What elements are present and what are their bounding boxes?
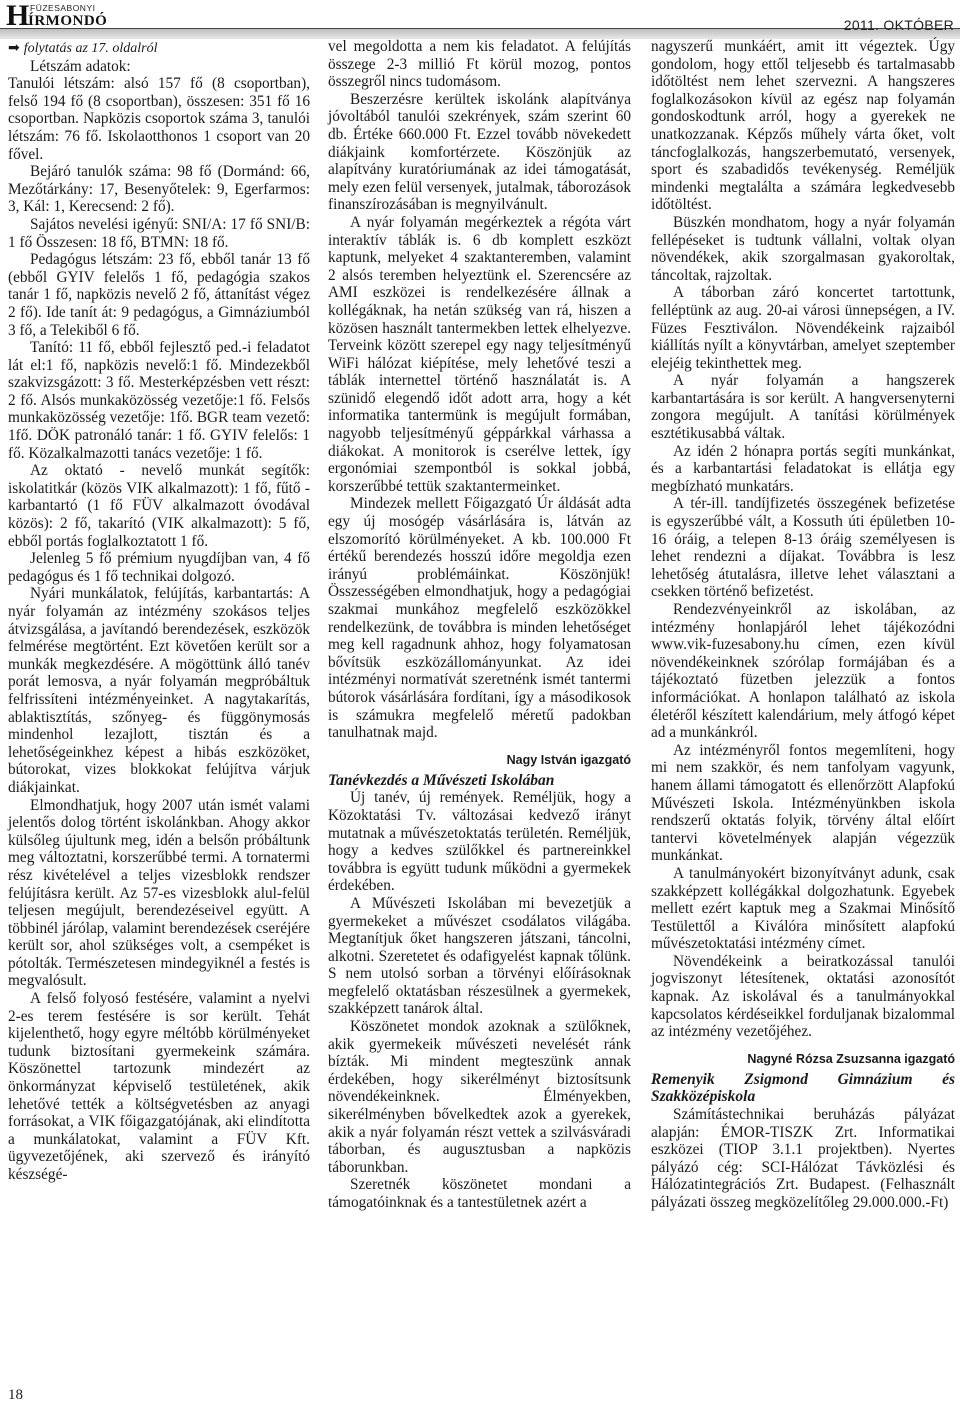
continuation-note — [8, 40, 310, 58]
article-column-1 — [8, 40, 310, 1184]
paragraph: A Művészeti Iskolában mi bevezetjük a gyermekeket a művészet csodálatos világába. Megtanítjuk őket hangszeren játszani, táncolni, alkotni. Szeretetet és odafigyelést kapnak tőlünk. S nem utolsó sorban a törvényi előírásoknak megfelelő oktatásban részesülnek a gyermekek, szakképzett tanárok által. — [328, 894, 631, 1018]
paragraph: Nyári munkálatok, felújítás, karbantartás: A nyár folyamán az intézmény szokásos teljes átvizsgálása, a javítandó berendezések, eszközök felmérése megtörtént. Ezt követően került sor a munkák megkezdésére. A mögöttünk álló tanév porát lemosva, a nyár folyamán megpróbáltuk felfrissíteni intézményeinket. A nagytakarítás, ablaktisztítás, szőnyeg- és függönymosás mindenhol lezajlott, tisztán és a lehetőségeinkhez képest a hibás eszközöket, bútorokat, vizes blokkokat felújítva várjuk diákjainkat. — [8, 585, 310, 796]
paragraph: Köszönetet mondok azoknak a szülőknek, akik gyermekeik művészeti nevelését ránk bízták. Mi mindent megteszünk annak érdekében, hogy sikerélményt biztosítsunk növendékeinknek. Élményekben, sikerélményben bővelkedtek azok a gyerekek, akik a nyár folyamán részt vettek a szilvásváradi táborban, és augusztusban a napközis táborunkban. — [328, 1018, 631, 1176]
paragraph: Az intézményről fontos megemlíteni, hogy mi nem szakkör, és nem tanfolyam vagyunk, hanem állami támogatott és ellenőrzött Alapfokú Művészeti Iskola. Intézményünkben iskola rendszerű oktatás folyik, törvény által előírt tantervi követelmények alapján végezzük munkánkat. — [651, 741, 955, 865]
paragraph: A táborban záró koncertet tartottunk, felléptünk az aug. 20-ai városi ünnepségen, a IV. Füzes Fesztiválon. Növendékeink rajzaiból kiállítás nyílt a könyvtárban, amelyet szeptember elejéig tekinthettek meg. — [651, 284, 955, 372]
masthead-initial: H — [6, 0, 30, 32]
paragraph: nagyszerű munkáért, amit itt végeztek. Úgy gondolom, hogy ettől teljesebb és tartalmasabb időtöltést nem lehet szervezni. A hangszeres foglalkozásokon kívül az egész nap folyamán gondoskodtunk arról, hogy a gyerekek ne unatkozzanak. Képzős műhely várta őket, volt táncfoglalkozás, hangszerbemutató, versenyek, sport és szabadidős tevékenység. Reméljük mindenki megtalálta a számára legkedvesebb időtöltést. — [651, 38, 955, 214]
continuation-text: folytatás az 17. oldalról — [23, 41, 158, 56]
masthead-title: ÍRMONDÓ — [28, 13, 108, 29]
paragraph: vel megoldotta a nem kis feladatot. A felújítás összege 2-3 millió Ft körül mozog, pontos összegről nincs tudomásom. — [328, 38, 631, 91]
author-signature: Nagyné Rózsa Zsuzsanna igazgató — [747, 1051, 955, 1066]
masthead-top-text: FÜZESABONYI — [30, 3, 96, 13]
paragraph: Növendékeink a beiratkozással tanulói jogviszonyt létesítenek, oktatási azonosítót kapnak. Az iskolával és a tanulmányokkal kapcsolatos kérdéseikkel forduljanak bizalommal az intézmény vezetőjéhez. — [651, 952, 955, 1041]
paragraph: Rendezvényeinkről az iskolában, az intézmény honlapjáról lehet tájékozódni www.vik-fuzesabony.hu címen, ezen kívül növendékeinknek szórólap formájában és a tájékoztató füzetben jelezzük a fontos információkat. A honlapon található az iskola életéről készített kalendárium, mely átfogó képet ad a munkánkról. — [651, 601, 955, 742]
paragraph: Létszám adatok: — [30, 57, 131, 75]
masthead-logo — [4, 0, 108, 36]
paragraph: Bejáró tanulók száma: 98 fő (Dormánd: 66, Mezőtárkány: 17, Besenyőtelek: 9, Egerfarmos: 3, Kál: 1, Kerecsend: 2 fő). — [8, 163, 310, 216]
article-title: Tanévkezdés a Művészeti Iskolában — [328, 771, 555, 789]
paragraph: A tanulmányokért bizonyítványt adunk, csak szakképzett kollégákkal dolgozhatunk. Egyebek mellett ezért kaptuk meg a Szakmai Minősítő Testülettől a Kiválóra minősített alapfokú művészetoktatási intézmény címet. — [651, 864, 955, 953]
paragraph: Sajátos nevelési igényű: SNI/A: 17 fő SNI/B: 1 fő Összesen: 18 fő, BTMN: 18 fő. — [8, 215, 310, 251]
paragraph: Tanulói létszám: alsó 157 fő (8 csoportban), felső 194 fő (8 csoportban), összesen: 351 fő 16 csoportban. Napközis csoportok száma 3, tanulói létszám: 76 fő. Iskolaotthonos 1 csoport van 20 fővel. — [8, 75, 310, 163]
paragraph: A nyár folyamán a hangszerek karbantartására is sor került. A hangversenyterni zongora megújult. A tanítási körülmények esztétikusabbá váltak. — [651, 372, 955, 443]
paragraph: Beszerzésre kerültek iskolánk alapítványa jóvoltából tanulói szekrények, szám szerint 60 db. Értéke 660.000 Ft. Ezzel tovább növekedett diákjaink komfortérzete. Köszönjük az alapítvány kuratóriumának az idei támogatását, mely ezen felül versenyek, jutalmak, táborozások finanszírozásában is megnyilvánult. — [328, 90, 631, 214]
article-title: Remenyik Zsigmond Gimnázium és Szakközépiskola — [651, 1070, 955, 1106]
author-signature: Nagy István igazgató — [506, 752, 631, 767]
paragraph: Elmondhatjuk, hogy 2007 után ismét valami jelentős dolog történt iskolánkban. Ahogy akkor külsőleg újultunk meg, idén a belsőn próbáltunk meg változtatni, korszerűbbé termi. A tornatermi rész kivételével a teljes vizesblokk rendszer felújításra került. Az 57-es vizesblokk alul-felül teljesen megújult, berendezéseivel együtt. A többinél járólap, valamint berendezések cseréjére került sor, ahol szükséges volt, a csempéket is pótolták. Természetesen mindegyiknél a festés is megvalósult. — [8, 796, 310, 990]
page-number: 18 — [8, 1387, 23, 1403]
paragraph: A felső folyosó festésére, valamint a nyelvi 2-es terem festésére is sor került. Tehát kijelenthető, hogy egyre méltóbb körülményeket tudunk biztosítani gyermekeink számára. Köszönettel tartozunk mindezért az önkormányzat képviselő testületének, akik lehetővé tették a költségvetésben az anyagi forrásokat, a VIK főigazgatójának, aki elindította a munkálatokat, valamint a FÜV Kft. ügyvezetőjének, aki szervező és irányító készségé- — [8, 990, 310, 1183]
paragraph: A nyár folyamán megérkeztek a régóta várt interaktív táblák is. 6 db komplett eszközt kaptunk, melyeket 4 szaktanteremben, valamint 2 alsós teremben helyeztünk el. Szerencsére az AMI eszközei is rendelkezésére állnak a kollégáknak, ha netán szükség van rá, hiszen a közösen használt tantermekben lettek elhelyezve. Terveink között szerepel egy nagy teljesítményű WiFi hálózat kiépítése, mely lehetővé teszi a táblák internettel történő használatát is. A szünidő elegendő időt adott arra, hogy a két informatika tantermünk is megújult formában, nagyobb teljesítményű géppárkkal várhassa a diákokat. A monitorok is cserélve lettek, így ergonómiai szempontból is sokkal jobbá, korszerűbbé tettük szaktantermeinket. — [328, 213, 631, 495]
arrow-right-icon: ➡ — [8, 41, 20, 56]
paragraph: Tanító: 11 fő, ebből fejlesztő ped.-i feladatot lát el:1 fő, napközis nevelő:1 fő. Mindezekből szakvizsgázott: 3 fő. Mesterképzésben vett részt: 2 fő. Alsós munkaközösség vezetője:1 fő. Felsős munkaközösség vezetője: 1fő. BGR team vezető: 1fő. DÖK patronáló tanár: 1 fő. GYIV felelős: 1 fő. Közalkalmazotti tanács vezetője: 1 fő. — [8, 339, 310, 462]
article-column-3 — [651, 38, 955, 1212]
paragraph: Az idén 2 hónapra portás segíti munkánkat, és a karbantartási feladatokat is ellátja egy megbízható munkatárs. — [651, 442, 955, 495]
paragraph: Új tanév, új remények. Reméljük, hogy a Közoktatási Tv. változásai kedvező irányt mutatnak a művészetoktatás területén. Reméljük, hogy a kedves szülőkkel és partnereinkkel továbbra is együtt tudunk működni a gyermekek érdekében. — [328, 789, 631, 895]
article-column-2 — [328, 38, 631, 1212]
paragraph: Pedagógus létszám: 23 fő, ebből tanár 13 fő (ebből GYIV felelős 1 fő, pedagógia szakos tanár 1 fő, napközis nevelő 2 fő, áttanítást végez 2 fő). Ide tanít át: 9 pedagógus, a Gimnáziumból 3 fő, a Telekiből 6 fő. — [8, 251, 310, 339]
paragraph: Szeretnék köszönetet mondani a támogatóinknak és a tantestületnek azért a — [328, 1176, 631, 1211]
paragraph: Számítástechnikai beruházás pályázat alapján: ÉMOR-TISZK Zrt. Informatikai eszközei (TIOP 3.1.1 projektben). Nyertes pályázó cég: SCI-Hálózat Távközlési és Hálózatintegrációs Zrt. Budapest. (Felhasznált pályázati összeg megközelítőleg 29.000.000.-Ft) — [651, 1106, 955, 1211]
paragraph: Mindezek mellett Főigazgató Úr áldását adta egy új mosógép vásárlására is, látván az elszomorító körülményeket. A kb. 100.000 Ft értékű berendezés hosszú időre megoldja ezen irányú problémáinkat. Köszönjük! Összességében elmondhatjuk, hogy a pedagógiai szakmai munkához megfelelő eszközökkel rendelkezünk, de továbbra is minden lehetőséget meg kell ragadnunk ahhoz, hogy folyamatosan bővítsük eszközállományunkat. Az idei intézményi normatívát szeretnénk ismét tantermi bútorok vásárlására fordítani, így a másodikosok is számukra megfelelő méretű padokban tanulhatnak majd. — [328, 495, 631, 742]
issue-date: 2011. OKTÓBER — [843, 17, 954, 33]
paragraph: Büszkén mondhatom, hogy a nyár folyamán fellépéseket is tudtunk vállalni, voltak olyan növendékek, akik szorgalmasan gyakoroltak, táncoltak, rajzoltak. — [651, 213, 955, 284]
paragraph: A tér-ill. tandíjfizetés összegének befizetése is egyszerűbbé vált, a Kossuth úti épületben 10-16 óráig, a telepen 8-13 óráig személyesen is lehet rendezni a díjakat. Továbbra is lesz lehetőség átutalásra, illetve lehet választani a csekken történő befizetést. — [651, 495, 955, 601]
header-rule — [0, 28, 960, 29]
paragraph: Az oktató - nevelő munkát segítők: iskolatitkár (közös VIK alkalmazott): 1 fő, fűtő - karbantartó (1 fő FÜV alkalmazott óvodával közös): 2 fő, takarító (VIK alkalmazott): 5 fő, ebből portás foglalkoztatott 1 fő. — [8, 462, 310, 550]
paragraph: Jelenleg 5 fő prémium nyugdíjban van, 4 fő pedagógus és 1 fő technikai dolgozó. — [8, 550, 310, 585]
